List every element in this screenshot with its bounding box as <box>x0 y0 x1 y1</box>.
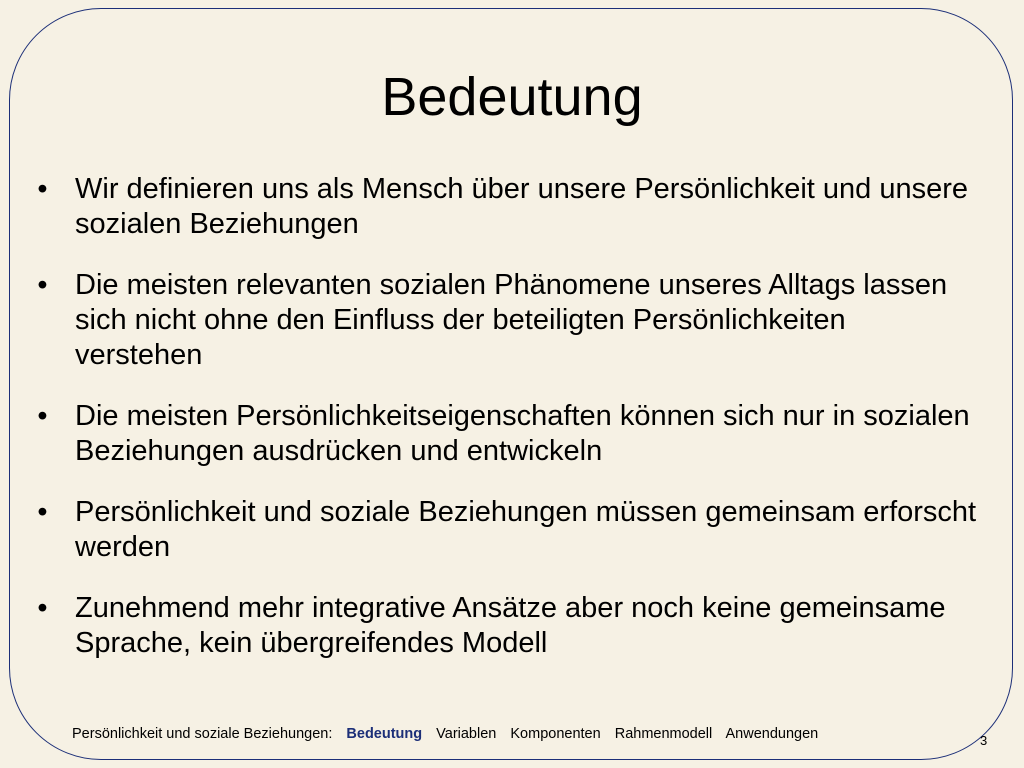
bullet-text: Zunehmend mehr integrative Ansätze aber noch keine gemeinsame Sprache, kein übergreifendes Modell <box>75 592 946 659</box>
bullet-icon: • <box>37 592 48 624</box>
bullet-icon: • <box>37 400 48 432</box>
footer-link-rahmenmodell[interactable]: Rahmenmodell <box>614 726 713 742</box>
bullet-icon: • <box>37 496 48 528</box>
slide-title: Bedeutung <box>381 67 643 127</box>
footer-link-bedeutung[interactable]: Bedeutung <box>346 726 423 742</box>
bullet-item <box>30 172 980 242</box>
page-number: 3 <box>980 733 988 748</box>
bullet-item <box>30 399 980 469</box>
bullet-item <box>30 591 980 661</box>
bullet-text: Persönlichkeit und soziale Beziehungen müssen gemeinsam erforscht werden <box>75 496 977 563</box>
bullet-icon: • <box>37 269 48 301</box>
footer-link-variablen[interactable]: Variablen <box>436 726 497 742</box>
footer-link-anwendungen[interactable]: Anwendungen <box>725 726 819 742</box>
bullet-text: Wir definieren uns als Mensch über unsere Persönlichkeit und unsere sozialen Beziehungen <box>75 173 969 240</box>
bullet-item <box>30 495 980 565</box>
bullet-item <box>30 268 980 373</box>
footer-navigation <box>72 724 828 744</box>
bullet-text: Die meisten relevanten sozialen Phänomene unseres Alltags lassen sich nicht ohne den Einfluss der beteiligten Persönlichkeiten verstehen <box>75 269 948 371</box>
bullet-icon: • <box>37 173 48 205</box>
footer-link-komponenten[interactable]: Komponenten <box>510 726 601 742</box>
bullet-list <box>30 172 980 687</box>
footer-prefix: Persönlichkeit und soziale Beziehungen: <box>72 726 333 742</box>
bullet-text: Die meisten Persönlichkeitseigenschaften können sich nur in sozialen Beziehungen ausdrücken und entwickeln <box>75 400 970 467</box>
